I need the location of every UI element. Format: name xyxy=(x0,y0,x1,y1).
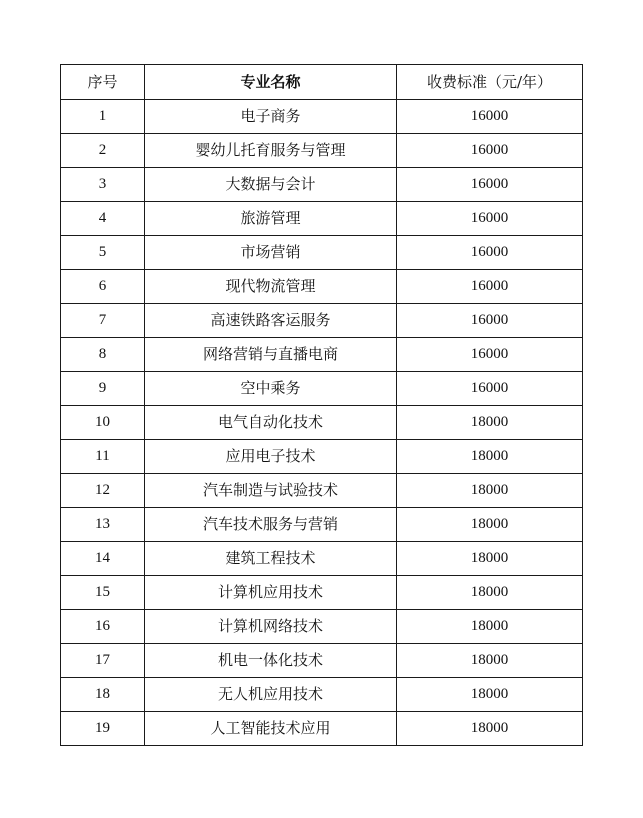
row-fee-cell: 16000 xyxy=(397,168,583,202)
row-major-cell: 应用电子技术 xyxy=(145,440,397,474)
row-major-cell: 市场营销 xyxy=(145,236,397,270)
table-row xyxy=(61,134,583,168)
table-row xyxy=(61,304,583,338)
row-fee-cell: 16000 xyxy=(397,202,583,236)
row-index-cell: 6 xyxy=(61,270,145,304)
row-major-cell: 旅游管理 xyxy=(145,202,397,236)
row-major-cell: 大数据与会计 xyxy=(145,168,397,202)
table-row xyxy=(61,576,583,610)
table-header-row xyxy=(61,65,583,100)
row-fee-cell: 18000 xyxy=(397,678,583,712)
row-major-cell: 无人机应用技术 xyxy=(145,678,397,712)
row-fee-cell: 18000 xyxy=(397,542,583,576)
row-major-cell: 机电一体化技术 xyxy=(145,644,397,678)
row-index-cell: 18 xyxy=(61,678,145,712)
table-row xyxy=(61,338,583,372)
row-major-cell: 汽车制造与试验技术 xyxy=(145,474,397,508)
row-fee-cell: 16000 xyxy=(397,134,583,168)
row-fee-cell: 18000 xyxy=(397,576,583,610)
row-index-cell: 9 xyxy=(61,372,145,406)
table-row xyxy=(61,508,583,542)
table-body xyxy=(61,100,583,746)
header-major: 专业名称 xyxy=(145,65,397,100)
row-fee-cell: 16000 xyxy=(397,100,583,134)
table-row xyxy=(61,100,583,134)
row-major-cell: 网络营销与直播电商 xyxy=(145,338,397,372)
table-row xyxy=(61,270,583,304)
row-index-cell: 15 xyxy=(61,576,145,610)
table-row xyxy=(61,202,583,236)
row-fee-cell: 18000 xyxy=(397,440,583,474)
table-row xyxy=(61,712,583,746)
row-major-cell: 高速铁路客运服务 xyxy=(145,304,397,338)
row-fee-cell: 18000 xyxy=(397,610,583,644)
row-major-cell: 电气自动化技术 xyxy=(145,406,397,440)
row-fee-cell: 16000 xyxy=(397,270,583,304)
table-row xyxy=(61,168,583,202)
row-index-cell: 14 xyxy=(61,542,145,576)
row-major-cell: 现代物流管理 xyxy=(145,270,397,304)
table-row xyxy=(61,678,583,712)
row-major-cell: 建筑工程技术 xyxy=(145,542,397,576)
row-index-cell: 19 xyxy=(61,712,145,746)
table-row xyxy=(61,542,583,576)
row-index-cell: 5 xyxy=(61,236,145,270)
header-fee: 收费标准（元/年） xyxy=(397,65,583,100)
table-row xyxy=(61,440,583,474)
row-index-cell: 10 xyxy=(61,406,145,440)
row-major-cell: 电子商务 xyxy=(145,100,397,134)
row-fee-cell: 16000 xyxy=(397,236,583,270)
row-index-cell: 3 xyxy=(61,168,145,202)
row-index-cell: 16 xyxy=(61,610,145,644)
header-index: 序号 xyxy=(61,65,145,100)
row-major-cell: 计算机应用技术 xyxy=(145,576,397,610)
row-fee-cell: 16000 xyxy=(397,304,583,338)
row-major-cell: 计算机网络技术 xyxy=(145,610,397,644)
row-fee-cell: 18000 xyxy=(397,508,583,542)
table-row xyxy=(61,644,583,678)
row-index-cell: 17 xyxy=(61,644,145,678)
row-fee-cell: 16000 xyxy=(397,338,583,372)
table-row xyxy=(61,406,583,440)
table-row xyxy=(61,372,583,406)
fee-table-container xyxy=(60,64,582,746)
row-major-cell: 空中乘务 xyxy=(145,372,397,406)
table-row xyxy=(61,474,583,508)
row-index-cell: 8 xyxy=(61,338,145,372)
row-fee-cell: 16000 xyxy=(397,372,583,406)
row-major-cell: 汽车技术服务与营销 xyxy=(145,508,397,542)
row-major-cell: 人工智能技术应用 xyxy=(145,712,397,746)
row-fee-cell: 18000 xyxy=(397,474,583,508)
row-fee-cell: 18000 xyxy=(397,644,583,678)
table-row xyxy=(61,236,583,270)
row-fee-cell: 18000 xyxy=(397,712,583,746)
fee-table xyxy=(60,64,583,746)
row-index-cell: 13 xyxy=(61,508,145,542)
row-index-cell: 11 xyxy=(61,440,145,474)
row-index-cell: 12 xyxy=(61,474,145,508)
row-index-cell: 4 xyxy=(61,202,145,236)
row-index-cell: 2 xyxy=(61,134,145,168)
row-fee-cell: 18000 xyxy=(397,406,583,440)
row-index-cell: 1 xyxy=(61,100,145,134)
row-major-cell: 婴幼儿托育服务与管理 xyxy=(145,134,397,168)
row-index-cell: 7 xyxy=(61,304,145,338)
table-row xyxy=(61,610,583,644)
